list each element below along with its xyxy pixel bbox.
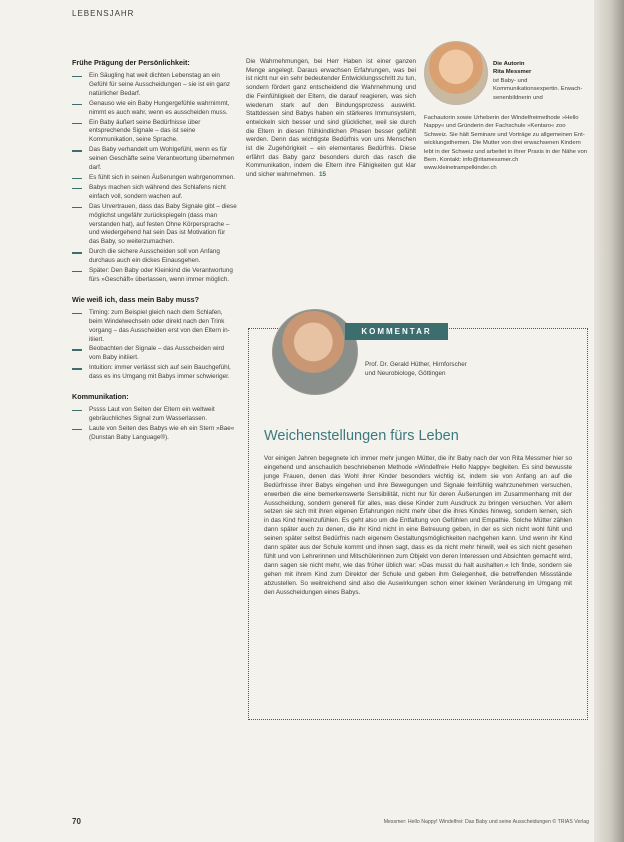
- bullet-item: [72, 100, 237, 118]
- author-bio: Fachautorin sowie Urheberin der Windelfreimethode »Hello Nappy« und Gründerin der Fachschule »Kentaro« zoo Schweiz. Sie hält Seminare und Vorträge zu allgemeinen Entwicklungsthemen. Die Mutter von drei erwachsenen Kindern lebt in der Schweiz und arbeitet in ihrer Praxis in der Nähe von Bern. Kontakt: info@ritamessmer.ch www.kleinetrampelkinder.ch: [424, 115, 588, 172]
- bullet-dash-icon: [72, 123, 82, 124]
- middle-column: [246, 58, 416, 180]
- bullet-text: Ein Baby äußert seine Bedürfnisse über entsprechende Signale – das ist seine Kommunikation, seine Sprache.: [89, 118, 201, 144]
- bullet-text: Ein Säugling hat weit dichten Lebenstag an ein Gefühl für seine Ausscheidungen – sie ist ein ganz natürlicher Bedarf.: [89, 72, 231, 97]
- bullet-text: Timing: zum Beispiel gleich nach dem Schlafen, beim Windelwechseln oder direkt nach den Trink vorgang – das Ausscheiden erst von den Eltern initiiert.: [89, 308, 230, 343]
- bullet-text: Später: Den Baby oder Kleinkind die Verantwortung fürs »Geschäft« überlassen, wenn immer möglich.: [89, 267, 233, 283]
- bullet-item: [72, 72, 237, 99]
- bullet-text: Beobachten der Signale – das Ausscheiden wird vom Baby initiiert.: [89, 345, 225, 362]
- bullet-dash-icon: [72, 178, 82, 179]
- author-box: [493, 60, 589, 102]
- comment-body: Vor einigen Jahren begegnete ich immer mehr jungen Mütter, die ihr Baby nach der von Rita Messmer hier so eingehend und anschaulich beschriebenen Methode »Windelfrei« Hello Nappy« begleiten. Es sind bewusste junge Frauen, denen das Wohl ihrer Kinder besonders wichtig ist, indem sie von Anfang an auf die Bedürfnisse ihrer Babys eingehen und ihre Bewegungen und Signale feinfühlig wahrzunehmen versuchen, erwerben die eine bemerkenswerte Sensibilität, nicht nur für deren Äußerungen im Zusammenhang mit der Ausscheidung, sondern generell für alles, was diese Kinder zum Ausdruck zu bringen versuchen. Vor allem setzen sie sich mit ihren eigenen Erfahrungen nicht mehr über die ihres Kindes hinweg, sondern lernen, sich in das Kind hineinzufühlen. Es geht also um die Entfaltung von Gefühlen und Empathie. Solche Mütter zählen dann später auch zu denen, die ihr Kind nicht in eine Betreuung geben, in der es sich nicht wohl fühlt und seinen später selbst Bedürfnis nach eigenem Gestaltungsmöglichkeiten nachgehen kann. Und wenn ihr Kind dann später aus der Schule kommt und ihnen sagt, dass es da nicht mehr hinwill, weil es sich nicht gesehen fühlt und von Lehrerinnen und Mitschülerinnen zum Objekt von deren Interessen und Absichten gemacht wird, dann sagen sie nicht mehr, wie das früher üblich war: »Das musst du halt aushalten.« Ich finde, sondern sie gehen mit ihrem Kind zum Direktor der Schule und geben ihm Gelegenheit, die betreffenden Missstände abzustellen. So weitreichend sind also die Auswirkungen schon einer kleinen Veränderung im Umgang mit den Ausscheidungen eines Babys.: [264, 455, 572, 596]
- bullet-text: Es fühlt sich in seinen Äußerungen wahrgenommen.: [89, 173, 235, 181]
- bullet-text: Pssss Laut von Seiten der Eltern ein weltweit gebräuchliches Signal zum Wasserlassen.: [89, 406, 215, 422]
- bullet-list-communication: [72, 406, 237, 443]
- bullet-dash-icon: [72, 313, 82, 314]
- bullet-list-personality: [72, 72, 237, 285]
- bullet-dash-icon: [72, 76, 82, 77]
- bullet-text: Babys machen sich während des Schlafens nicht einfach voll, sondern wachen auf.: [89, 183, 226, 200]
- bullet-dash-icon: [72, 252, 82, 253]
- page-binding-shadow: [594, 0, 624, 842]
- bullet-item: [72, 184, 237, 202]
- commentator-affiliation: und Neurobiologe, Göttingen: [365, 370, 446, 377]
- commentator-photo: [272, 309, 358, 395]
- bullet-item: [72, 267, 237, 285]
- bullet-text: Durch die sichere Ausscheiden soll von Anfang durchaus auch ein dickes Einausgehen.: [89, 248, 220, 265]
- section-label: LEBENSJAHR: [72, 9, 135, 18]
- author-intro: ist Baby- und Kommunikationsexpertin. Erwachsenenbildnerin und: [493, 77, 583, 101]
- bullet-dash-icon: [72, 349, 82, 350]
- bullet-item: [72, 364, 237, 382]
- commentator-credit: [365, 360, 565, 378]
- bullet-text: Das Baby verhandelt um Wohlgefühl, wenn es für seinen Geschäfte seine Verantwortung übernehmen darf.: [89, 146, 235, 172]
- bullet-dash-icon: [72, 368, 82, 369]
- bullet-item: [72, 203, 237, 248]
- bullet-dash-icon: [72, 410, 82, 411]
- bullet-item: [72, 309, 237, 345]
- bullet-dash-icon: [72, 104, 82, 105]
- bullet-text: Intuition: immer verlässt sich auf sein Bauchgefühl, dass es ins Umgang mit Babys immer schwieriger.: [89, 364, 231, 381]
- bullet-dash-icon: [72, 150, 82, 151]
- author-name: Rita Messmer: [493, 69, 532, 76]
- bullet-text: Das Urvertrauen, dass das Baby Signale gibt – diese möglichst ungefähr zurückspiegeln (dass man verstanden hat), auf festen Ohne Körpersprache – und wiedergehend hat sein Das ist Motivation für das Baby, so weiterzumachen.: [89, 202, 237, 246]
- middle-text: Die Wahrnehmungen, bei Herr Haben ist einer ganzen Menge angelegt. Daraus erwachsen Erfahrungen, was bei ist nicht nur ein sehr bedeutender Entwicklungsschritt zu tun, sondern fördert ganz entscheidend die Wahrnehmung und die Feinfühligkeit der Eltern, die darauf reagieren, was sich wiederum stark auf den Bindungsprozess auswirkt. Stattdessen sind Babys haben ein stärkeres Immunsystem, entwickeln sich besser und sind glücklicher, weil sie durch die Eltern in diesen frühkindlichen Phasen besser gefühlt werden. Denn das wichtigste Bedürfnis von uns Menschen ist die Zugehörigkeit – ein elementares Bedürfnis. Diese erfährt das Baby ganz besonders durch das rasch die Kommunikation, indem die Eltern ihre Fähigkeiten gut klar und sicher wahrnehmen.: [246, 58, 416, 179]
- bullet-item: [72, 146, 237, 173]
- heading-personality: Frühe Prägung der Persönlichkeit:: [72, 58, 190, 67]
- bullet-item: [72, 345, 237, 363]
- bullet-list-how-to-know: [72, 309, 237, 382]
- heading-communication: Kommunikation:: [72, 392, 129, 402]
- bullet-text: Genauso wie ein Baby Hungergefühle wahrnimmt, nimmt es auch wahr, wenn es ausscheiden muss.: [89, 99, 230, 116]
- bullet-dash-icon: [72, 207, 82, 208]
- end-mark: 15: [318, 171, 326, 179]
- bullet-item: [72, 248, 237, 266]
- comment-title: Weichenstellungen fürs Leben: [264, 428, 459, 444]
- author-photo: [424, 41, 488, 105]
- bullet-item: [72, 119, 237, 146]
- bullet-dash-icon: [72, 429, 82, 430]
- bullet-dash-icon: [72, 188, 82, 189]
- page-number: 70: [72, 817, 81, 826]
- bullet-dash-icon: [72, 271, 82, 272]
- author-title: Die Autorin: [493, 61, 525, 67]
- comment-tag: KOMMENTAR: [345, 323, 448, 340]
- bullet-text: Laute von Seiten des Babys wie eh ein Stern »Bae« (Dunstan Baby Language®).: [89, 424, 235, 441]
- commentator-name: Prof. Dr. Gerald Hüther, Hirnforscher: [365, 361, 467, 368]
- bullet-item: [72, 425, 237, 443]
- footer-citation: Messmer: Hello Nappy! Windelfrei: Das Baby und seine Ausscheidungen © TRIAS Verlag: [383, 819, 589, 825]
- left-column: [72, 58, 237, 453]
- bullet-item: [72, 174, 237, 183]
- bullet-item: [72, 406, 237, 424]
- heading-how-to-know: Wie weiß ich, dass mein Baby muss?: [72, 294, 199, 304]
